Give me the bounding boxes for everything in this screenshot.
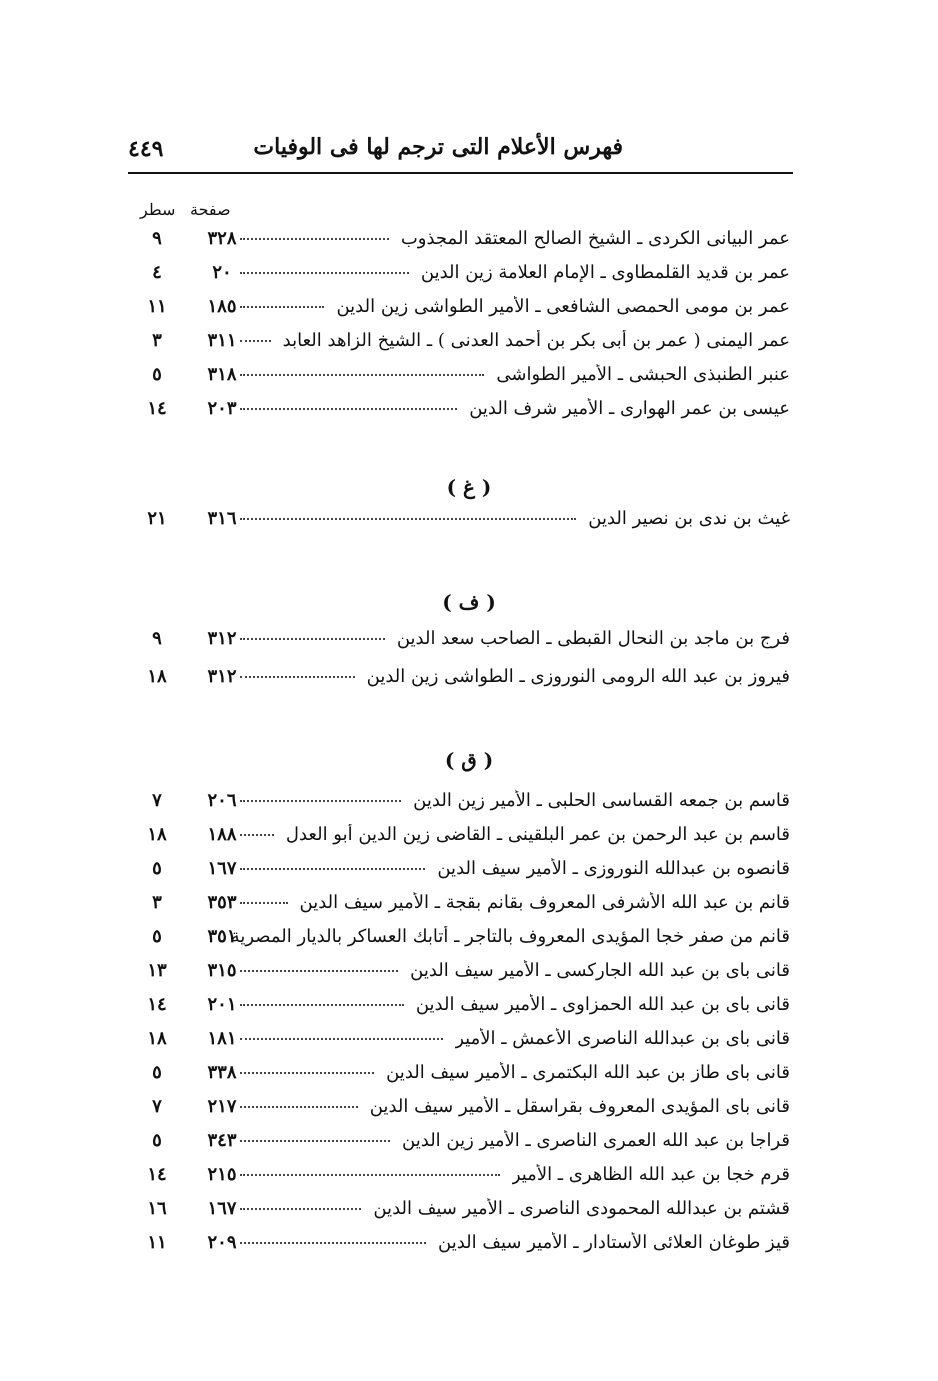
index-entry (130, 666, 790, 700)
entry-line: ٢١ (147, 508, 167, 529)
entry-page: ٣٤٣ (207, 1130, 237, 1151)
index-entry (130, 790, 790, 824)
entry-line: ٥ (152, 858, 162, 879)
entry-line: ٣ (152, 892, 162, 913)
index-entry (130, 508, 790, 542)
index-entry (130, 926, 790, 960)
leader-dots (240, 1106, 358, 1108)
entry-line: ٣ (152, 330, 162, 351)
entry-page: ١٨٨ (207, 824, 237, 845)
entry-name: قيز طوغان العلائى الأستادار ـ الأمير سيف الدين (438, 1232, 790, 1253)
entry-name: عمر اليمنى ( عمر بن أبى بكر بن أحمد العدنى ) ـ الشيخ الزاهد العابد (282, 330, 790, 351)
entry-name: قانى باى بن عبدالله الناصرى الأعمش ـ الأمير (455, 1028, 790, 1049)
entry-name: قانى باى طاز بن عبد الله البكتمرى ـ الأمير سيف الدين (386, 1062, 790, 1083)
entry-page: ٣١٢ (207, 666, 237, 687)
index-entry (130, 1096, 790, 1130)
leader-dots (240, 676, 355, 678)
entry-name: فرج بن ماجد بن النحال القبطى ـ الصاحب سعد الدين (396, 628, 790, 649)
leader-dots (240, 374, 484, 376)
leader-dots (240, 1174, 500, 1176)
column-header-page: صفحة (190, 200, 231, 219)
leader-dots (240, 800, 401, 802)
index-entry (130, 262, 790, 296)
index-entry (130, 398, 790, 432)
entry-name: عمر بن قديد القلمطاوى ـ الإمام العلامة زين الدين (420, 262, 790, 283)
leader-dots (240, 1140, 390, 1142)
leader-dots (240, 306, 324, 308)
entry-page: ٣١٦ (207, 508, 237, 529)
index-entry (130, 330, 790, 364)
page-number: ٤٤٩ (128, 136, 164, 162)
entry-page: ٣٣٨ (207, 1062, 237, 1083)
index-entry (130, 1130, 790, 1164)
entry-page: ٣١٨ (207, 364, 237, 385)
entry-page: ٢١٥ (207, 1164, 237, 1185)
index-entry (130, 892, 790, 926)
leader-dots (240, 238, 389, 240)
entry-line: ٥ (152, 1130, 162, 1151)
index-entry (130, 824, 790, 858)
index-entry (130, 1164, 790, 1198)
entry-page: ٢٠١ (207, 994, 237, 1015)
entry-line: ٩ (152, 228, 162, 249)
index-entry (130, 1062, 790, 1096)
entry-name: قانى باى المؤيدى المعروف بقراسقل ـ الأمير سيف الدين (369, 1096, 790, 1117)
section-letter: ( ق ) (444, 748, 494, 772)
entry-line: ٩ (152, 628, 162, 649)
leader-dots (240, 272, 409, 274)
entry-line: ١٦ (147, 1198, 167, 1219)
leader-dots (240, 1208, 361, 1210)
index-entry (130, 364, 790, 398)
leader-dots (240, 1038, 443, 1040)
entry-page: ٣٥٣ (207, 892, 237, 913)
leader-dots (240, 1072, 374, 1074)
entry-line: ١١ (147, 296, 167, 317)
index-entry (130, 1028, 790, 1062)
entry-name: قاسم بن عبد الرحمن بن عمر البلقينى ـ القاضى زين الدين أبو العدل (285, 824, 790, 845)
leader-dots (240, 868, 425, 870)
entry-page: ٣٢٨ (207, 228, 237, 249)
index-entry (130, 994, 790, 1028)
page-header (128, 132, 793, 174)
leader-dots (240, 970, 398, 972)
entry-page: ٢٠٣ (207, 398, 237, 419)
leader-dots (240, 518, 576, 520)
leader-dots (240, 408, 457, 410)
entry-name: قشتم بن عبدالله المحمودى الناصرى ـ الأمير سيف الدين (373, 1198, 790, 1219)
entry-name: قاسم بن جمعه القساسى الحلبى ـ الأمير زين الدين (413, 790, 790, 811)
entry-name: عمر البيانى الكردى ـ الشيخ الصالح المعتقد المجذوب (400, 228, 790, 249)
index-entry (130, 296, 790, 330)
section-letter: ( ف ) (442, 590, 496, 614)
entry-page: ١٦٧ (207, 1198, 237, 1219)
entry-name: قانصوه بن عبدالله النوروزى ـ الأمير سيف الدين (437, 858, 790, 879)
index-entry (130, 858, 790, 892)
entry-line: ١٤ (147, 994, 167, 1015)
entry-name: فيروز بن عبد الله الرومى النوروزى ـ الطواشى زين الدين (366, 666, 790, 687)
entry-line: ٥ (152, 364, 162, 385)
entry-name: قراجا بن عبد الله العمرى الناصرى ـ الأمير زين الدين (402, 1130, 790, 1151)
entry-page: ٢١٧ (207, 1096, 237, 1117)
entry-name: عيسى بن عمر الهوارى ـ الأمير شرف الدين (469, 398, 790, 419)
entry-name: قانى باى بن عبد الله الجاركسى ـ الأمير سيف الدين (410, 960, 790, 981)
entry-name: قانى باى بن عبد الله الحمزاوى ـ الأمير سيف الدين (415, 994, 790, 1015)
page-title: فهرس الأعلام التى ترجم لها فى الوفيات (253, 134, 623, 160)
index-entry (130, 628, 790, 662)
entry-line: ١٤ (147, 398, 167, 419)
entry-name: قرم خجا بن عبد الله الظاهرى ـ الأمير (511, 1164, 790, 1185)
leader-dots (240, 1004, 404, 1006)
entry-name: غيث بن ندى بن نصير الدين (588, 508, 790, 529)
entry-page: ١٨٥ (207, 296, 237, 317)
entry-line: ١١ (147, 1232, 167, 1253)
entry-page: ٣١١ (207, 330, 237, 351)
entry-line: ١٨ (147, 824, 167, 845)
entry-line: ١٨ (147, 666, 167, 687)
index-entry (130, 1232, 790, 1266)
entry-line: ٤ (152, 262, 162, 283)
index-entry (130, 228, 790, 262)
entry-line: ٧ (152, 790, 162, 811)
entry-line: ٥ (152, 1062, 162, 1083)
leader-dots (240, 1242, 426, 1244)
entry-name: عمر بن مومى الحمصى الشافعى ـ الأمير الطواشى زين الدين (336, 296, 790, 317)
entry-name: قانم بن عبد الله الأشرفى المعروف بقانم بقجة ـ الأمير سيف الدين (299, 892, 790, 913)
entry-page: ٣٥١ (207, 926, 237, 947)
entry-line: ١٣ (147, 960, 167, 981)
entry-line: ١٤ (147, 1164, 167, 1185)
entry-page: ١٦٧ (207, 858, 237, 879)
leader-dots (240, 638, 385, 640)
entry-page: ٢٠ (212, 262, 232, 283)
column-header-line: سطر (140, 200, 176, 219)
entry-page: ١٨١ (207, 1028, 237, 1049)
entry-page: ٢٠٩ (207, 1232, 237, 1253)
entry-page: ٣١٥ (207, 960, 237, 981)
entry-name: عنبر الطنبذى الحبشى ـ الأمير الطواشى (496, 364, 790, 385)
section-letter: ( غ ) (446, 475, 492, 499)
index-entry (130, 1198, 790, 1232)
entry-line: ٥ (152, 926, 162, 947)
entry-page: ٣١٢ (207, 628, 237, 649)
entry-page: ٢٠٦ (207, 790, 237, 811)
entry-name: قانم من صفر خجا المؤيدى المعروف بالتاجر ـ أتابك العساكر بالديار المصرية (230, 926, 790, 947)
entry-line: ٧ (152, 1096, 162, 1117)
entry-line: ١٨ (147, 1028, 167, 1049)
index-entry (130, 960, 790, 994)
